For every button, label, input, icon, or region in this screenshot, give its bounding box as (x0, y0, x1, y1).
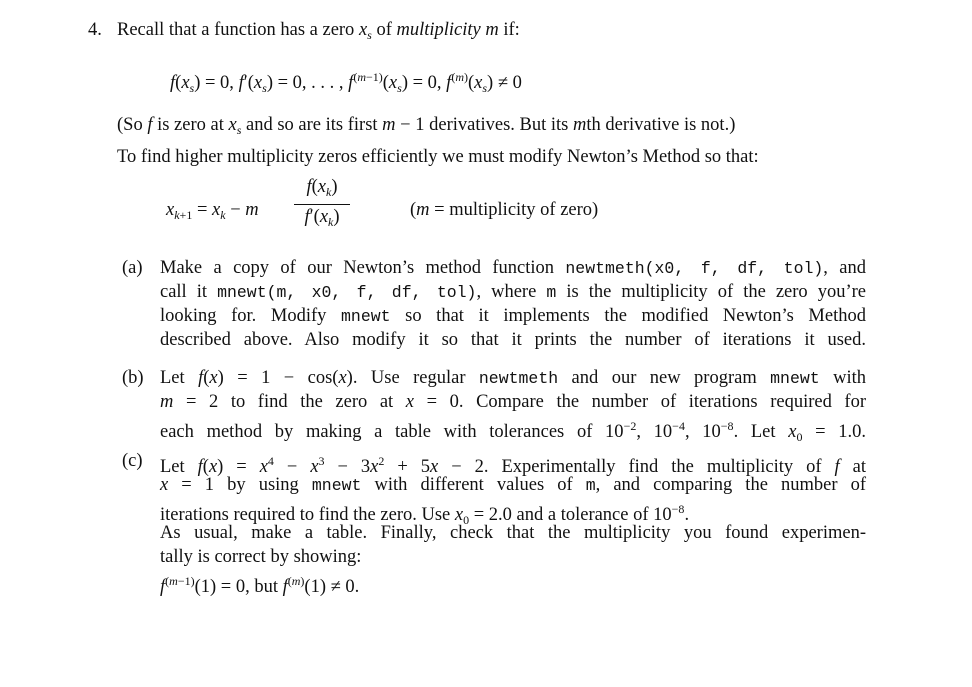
text-segment: ( (410, 200, 417, 220)
text-segment: , 10 (636, 422, 673, 442)
math-segment: 4 (267, 454, 274, 468)
code-text: mnewt(m, x0, f, df, tol) (217, 283, 477, 302)
math-segment: k (174, 208, 180, 222)
math-segment: ( (451, 70, 456, 84)
text-segment: th derivative is not.) (586, 115, 736, 135)
math-segment: m (416, 200, 430, 220)
part-line (160, 367, 866, 390)
part-line (160, 546, 361, 568)
code-text: mnewt (311, 476, 362, 495)
math-segment: k (326, 185, 332, 199)
formula-lhs (166, 199, 259, 226)
part-line (160, 522, 866, 544)
math-segment: s (367, 28, 372, 42)
math-segment: f (446, 73, 452, 93)
text-segment: ). Use regular (346, 368, 479, 388)
part-line (160, 281, 866, 304)
explanation-line (117, 114, 735, 141)
math-segment: x (228, 115, 237, 135)
text-segment: (1) ≠ 0. (304, 577, 360, 597)
text-segment: = 2 to find the zero at (173, 392, 406, 412)
math-segment: x (317, 177, 327, 197)
text-segment: ) = 0, . . . , (266, 73, 349, 93)
part-label: (a) (122, 258, 143, 278)
math-segment: x (388, 73, 398, 93)
text-segment: , where (476, 282, 547, 302)
text-segment: , and (823, 258, 867, 278)
math-segment: x (405, 392, 414, 412)
text-segment: Make a copy of our Newton’s method function (160, 258, 566, 278)
math-segment: ( (287, 574, 292, 588)
text-segment: if: (498, 20, 520, 40)
text-segment: = 1 by using (168, 475, 312, 495)
text-segment: and our new program (558, 368, 771, 388)
text-segment: ( (202, 457, 209, 477)
math-segment: m (382, 115, 396, 135)
math-segment: x (430, 457, 439, 477)
math-segment: m (169, 574, 178, 588)
math-segment: x (253, 73, 263, 93)
math-segment: −4 (672, 419, 685, 433)
math-segment: s (236, 123, 242, 137)
text-segment: is zero at (152, 115, 229, 135)
fraction-bar (294, 204, 350, 205)
math-segment: s (397, 81, 402, 95)
math-segment: multiplicity m (396, 20, 499, 40)
text-segment: ) = (217, 457, 260, 477)
text-segment: − 3 (324, 457, 371, 477)
code-text: mnewt (341, 307, 391, 326)
math-segment: x (208, 457, 218, 477)
text-segment: = 0. Compare the number of iterations required for (413, 392, 866, 412)
part-label: (b) (122, 368, 144, 388)
math-segment: x (474, 73, 483, 93)
math-segment: ( (165, 574, 170, 588)
math-segment: x (358, 20, 368, 40)
math-segment: ) (463, 70, 468, 84)
text-segment: ) = 0, (401, 73, 447, 93)
text-segment: ) (333, 207, 340, 227)
math-segment: s (482, 81, 488, 95)
math-segment: x (259, 457, 268, 477)
text-segment: ( (203, 368, 210, 388)
text-segment: Let (160, 368, 199, 388)
text-segment: . Let (733, 422, 789, 442)
math-segment: 0 (796, 430, 803, 444)
math-segment: x (160, 475, 169, 495)
math-segment: 0 (463, 513, 470, 527)
math-segment: f (197, 457, 203, 477)
code-text: mnewt (770, 369, 820, 388)
math-segment: f (834, 457, 840, 477)
part-line (160, 329, 866, 351)
text-segment: As usual, make a table. Finally, check that the multiplicity you found experimen- (160, 523, 866, 543)
text-segment: − (225, 200, 246, 220)
math-segment: m (245, 200, 259, 220)
text-segment: (1) = 0, but (194, 577, 283, 597)
text-segment: ) (331, 177, 338, 197)
math-segment: s (262, 81, 267, 95)
text-segment: , and comparing the number of (595, 475, 866, 495)
math-segment: −1) (365, 70, 383, 84)
text-segment: tally is correct by showing: (160, 547, 362, 567)
code-text: newtmeth (478, 369, 559, 388)
text-segment: described above. Also modify it so that it prints the number of iterations it used. (160, 330, 866, 350)
text-segment: and so are its first (241, 115, 383, 135)
math-segment: f (348, 73, 354, 93)
math-segment: s (189, 81, 195, 95)
math-segment: x (370, 457, 379, 477)
text-segment: = multiplicity of zero) (429, 200, 599, 220)
text-segment: is the multiplicity of the zero you’re (556, 282, 867, 302)
intro-line (117, 19, 520, 46)
text-segment: = 2.0 and a tolerance of 10 (469, 505, 672, 525)
text-segment: with (819, 368, 866, 388)
text-segment: call it (160, 282, 218, 302)
part-line (160, 474, 866, 497)
math-segment: f (306, 177, 312, 197)
part-line (160, 570, 359, 598)
math-segment: m (291, 574, 301, 588)
text-segment: − 2. Experimentally find the multiplicity of (438, 457, 835, 477)
math-segment: −2 (623, 419, 637, 433)
part-line (160, 257, 866, 280)
text-segment: + 5 (384, 457, 431, 477)
text-segment: looking for. Modify (160, 306, 342, 326)
math-segment: x (788, 422, 797, 442)
math-segment: ( (353, 70, 358, 84)
text-segment: with different values of (361, 475, 586, 495)
text-segment: ) = 0, (194, 73, 239, 93)
text-segment: ) = 1 − cos( (217, 368, 339, 388)
math-segment: +1 (179, 208, 193, 222)
math-segment: −8 (671, 502, 685, 516)
problem-number: 4. (88, 20, 102, 40)
text-segment: iterations required to find the zero. Use (160, 505, 455, 525)
multiplicity-definition (170, 66, 522, 99)
text-segment: Let (160, 457, 198, 477)
math-segment: ) (300, 574, 305, 588)
math-segment: f (198, 368, 204, 388)
math-segment: x (319, 207, 329, 227)
formula-fraction (294, 176, 350, 233)
text-segment: ′( (243, 73, 254, 93)
lead-in-line (117, 146, 759, 168)
formula-note (410, 199, 598, 221)
part-line (160, 415, 866, 448)
math-segment: f (238, 73, 244, 93)
text-segment: . (684, 505, 690, 525)
text-segment: ( (467, 73, 475, 93)
math-segment: m (357, 70, 366, 84)
math-segment: f (147, 115, 153, 135)
math-segment: x (310, 457, 319, 477)
part-line (160, 391, 866, 413)
fraction-denominator (294, 206, 350, 233)
math-segment: x (454, 505, 464, 525)
fraction-numerator (294, 176, 350, 203)
text-segment: = 1.0. (802, 422, 867, 442)
part-line (160, 305, 866, 328)
math-segment: k (328, 215, 334, 229)
text-segment: − (273, 457, 311, 477)
text-segment: of (371, 20, 397, 40)
math-segment: k (220, 208, 226, 222)
text-segment: ( (382, 73, 389, 93)
math-segment: m (455, 70, 464, 84)
math-segment: x (338, 368, 347, 388)
math-segment: f (282, 577, 288, 597)
math-segment: −8 (720, 419, 734, 433)
math-segment: −1) (177, 574, 195, 588)
math-segment: x (181, 73, 190, 93)
part-label: (c) (122, 451, 143, 471)
code-text: newtmeth(x0, f, df, tol) (565, 259, 824, 278)
math-segment: f (160, 577, 166, 597)
math-segment: x (209, 368, 218, 388)
text-segment: ( (175, 73, 182, 93)
text-segment: To find higher multiplicity zeros efficiently we must modify Newton’s Method so that: (117, 147, 759, 167)
text-segment: ) ≠ 0 (487, 73, 522, 93)
text-segment: Recall that a function has a zero (117, 20, 359, 40)
math-segment: 2 (378, 454, 385, 468)
math-segment: m (572, 115, 587, 135)
text-segment: ( (311, 177, 318, 197)
text-segment: so that it implements the modified Newton’s Method (390, 306, 866, 326)
code-text: m (546, 283, 557, 302)
code-text: m (585, 476, 596, 495)
math-segment: m (160, 392, 174, 412)
text-segment: ′( (309, 207, 320, 227)
math-segment: x (166, 200, 175, 220)
text-segment: − 1 derivatives. But its (395, 115, 573, 135)
text-segment: at (839, 457, 866, 477)
math-segment: f (170, 73, 176, 93)
text-segment: (So (117, 115, 148, 135)
math-segment: x (212, 200, 221, 220)
text-segment: each method by making a table with tolerances of 10 (160, 422, 624, 442)
text-segment: , 10 (684, 422, 721, 442)
math-segment: 3 (318, 454, 325, 468)
text-segment: = (192, 200, 213, 220)
math-segment: f (304, 207, 310, 227)
